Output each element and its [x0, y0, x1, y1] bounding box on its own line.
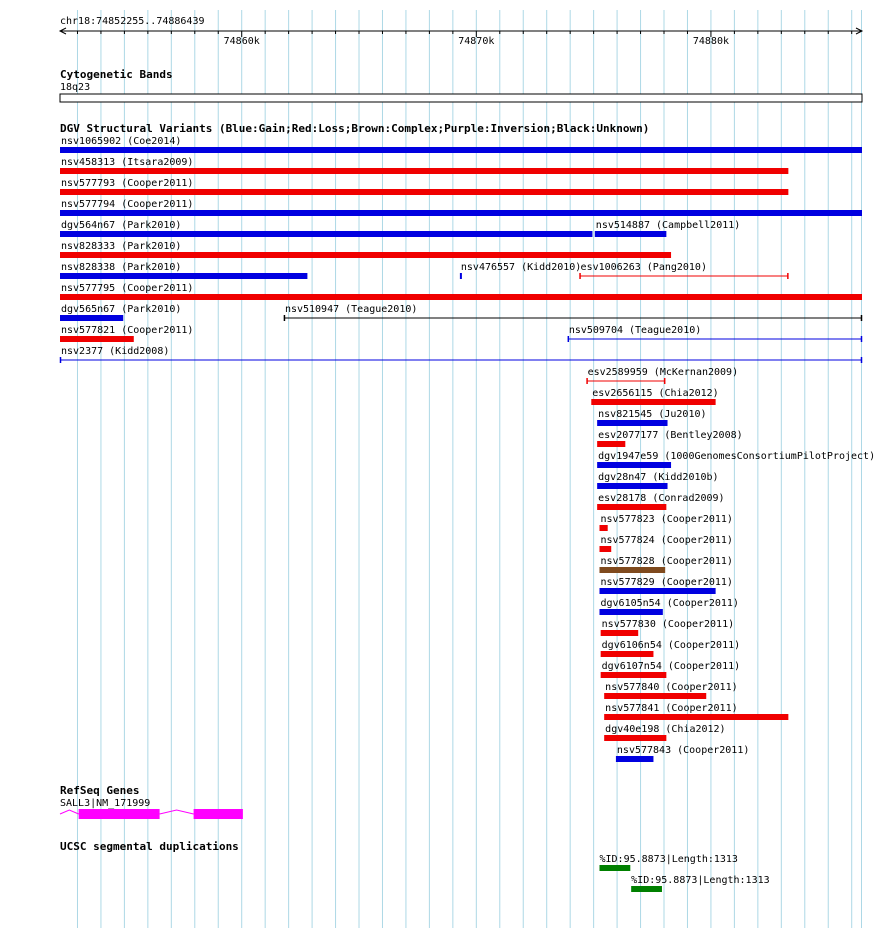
dgv-feature-bar[interactable] — [60, 294, 862, 300]
segdup-feature-label[interactable]: %ID:95.8873|Length:1313 — [631, 875, 770, 886]
dgv-feature[interactable] — [60, 346, 862, 363]
dgv-feature-bar[interactable] — [599, 546, 611, 552]
dgv-feature-label[interactable]: esv2589959 (McKernan2009) — [587, 367, 739, 378]
dgv-track-title[interactable]: DGV Structural Variants (Blue:Gain;Red:Loss;Brown:Complex;Purple:Inversion;Black:Unknown) — [60, 122, 650, 135]
dgv-feature[interactable] — [460, 262, 581, 279]
dgv-feature-label[interactable]: nsv577828 (Cooper2011) — [600, 556, 733, 567]
refseq-track — [60, 784, 243, 819]
dgv-feature-bar[interactable] — [60, 210, 862, 216]
dgv-feature-bar[interactable] — [604, 693, 706, 699]
dgv-feature[interactable] — [60, 325, 193, 342]
dgv-feature[interactable] — [599, 598, 738, 615]
dgv-feature-bar[interactable] — [601, 672, 667, 678]
dgv-feature[interactable] — [60, 283, 862, 300]
dgv-feature[interactable] — [60, 178, 788, 195]
segdup-feature[interactable] — [631, 875, 769, 892]
dgv-feature-label[interactable]: nsv577840 (Cooper2011) — [605, 682, 738, 693]
dgv-feature-label[interactable]: dgv6105n54 (Cooper2011) — [600, 598, 739, 609]
dgv-feature-label[interactable]: nsv514887 (Campbell2011) — [595, 220, 741, 231]
dgv-feature-bar[interactable] — [60, 147, 862, 153]
dgv-feature[interactable] — [599, 577, 732, 594]
dgv-feature[interactable] — [597, 493, 724, 510]
dgv-feature-label[interactable]: nsv577830 (Cooper2011) — [601, 619, 735, 630]
dgv-track — [60, 122, 875, 762]
dgv-feature-label[interactable]: nsv828338 (Park2010) — [61, 262, 182, 273]
dgv-feature-bar[interactable] — [591, 399, 715, 405]
dgv-feature-label[interactable]: esv2656115 (Chia2012) — [592, 388, 719, 399]
dgv-feature[interactable] — [587, 367, 739, 384]
dgv-feature[interactable] — [595, 220, 741, 237]
dgv-feature-bar[interactable] — [601, 630, 639, 636]
dgv-feature-label[interactable]: esv28178 (Conrad2009) — [598, 493, 725, 504]
dgv-feature[interactable] — [601, 661, 740, 678]
dgv-feature-bar[interactable] — [616, 756, 654, 762]
dgv-feature-bar[interactable] — [60, 168, 788, 174]
segdup-feature-label[interactable]: %ID:95.8873|Length:1313 — [599, 854, 738, 865]
dgv-feature[interactable] — [604, 703, 788, 720]
dgv-feature[interactable] — [616, 745, 749, 762]
dgv-feature[interactable] — [568, 325, 862, 342]
cytoband-track — [60, 68, 862, 102]
dgv-feature-label[interactable]: nsv577824 (Cooper2011) — [600, 535, 733, 546]
dgv-feature[interactable] — [597, 451, 875, 468]
dgv-feature-label[interactable]: nsv821545 (Ju2010) — [598, 409, 707, 420]
dgv-feature-label[interactable]: nsv510947 (Teague2010) — [284, 304, 418, 315]
dgv-feature-label[interactable]: nsv577795 (Cooper2011) — [61, 283, 194, 294]
dgv-feature[interactable] — [604, 724, 725, 741]
dgv-feature[interactable] — [599, 535, 732, 552]
dgv-feature-bar[interactable] — [599, 567, 665, 573]
dgv-feature-label[interactable]: dgv564n67 (Park2010) — [61, 220, 182, 231]
ruler-track — [60, 16, 862, 47]
dgv-feature-bar[interactable] — [597, 504, 666, 510]
dgv-feature[interactable] — [60, 304, 181, 321]
dgv-feature-bar[interactable] — [60, 315, 123, 321]
dgv-feature[interactable] — [60, 241, 671, 258]
dgv-features — [60, 136, 875, 762]
dgv-feature-bar[interactable] — [597, 420, 667, 426]
segdup-feature[interactable] — [599, 854, 737, 871]
dgv-feature[interactable] — [599, 556, 732, 573]
dgv-feature-label[interactable]: esv1006263 (Pang2010) — [580, 262, 707, 273]
refseq-exon[interactable] — [79, 809, 160, 819]
cytoband-label: 18q23 — [60, 82, 91, 93]
dgv-feature[interactable] — [60, 262, 307, 279]
dgv-feature-label[interactable]: nsv577829 (Cooper2011) — [600, 577, 733, 588]
dgv-feature-label[interactable]: dgv565n67 (Park2010) — [61, 304, 182, 315]
dgv-feature-bar[interactable] — [595, 231, 667, 237]
dgv-feature[interactable] — [60, 157, 788, 174]
dgv-feature[interactable] — [597, 409, 706, 426]
dgv-feature-bar[interactable] — [60, 273, 307, 279]
dgv-feature-bar[interactable] — [597, 462, 671, 468]
dgv-feature-bar[interactable] — [601, 651, 654, 657]
dgv-feature[interactable] — [597, 430, 743, 447]
dgv-feature-label[interactable]: dgv40e198 (Chia2012) — [605, 724, 726, 735]
dgv-feature-label[interactable]: nsv828333 (Park2010) — [61, 241, 182, 252]
dgv-feature-label[interactable]: nsv577821 (Cooper2011) — [61, 325, 194, 336]
segdup-features — [599, 854, 769, 892]
segdup-track-title[interactable]: UCSC segmental duplications — [60, 840, 239, 853]
dgv-feature-bar[interactable] — [460, 273, 462, 279]
refseq-track-title[interactable]: RefSeq Genes — [60, 784, 140, 797]
refseq-gene-glyph[interactable] — [60, 809, 243, 819]
ruler-tick-label: 74880k — [692, 36, 729, 47]
dgv-feature-label[interactable]: nsv577823 (Cooper2011) — [600, 514, 733, 525]
dgv-feature[interactable] — [601, 619, 734, 636]
dgv-feature-label[interactable]: nsv509704 (Teague2010) — [568, 325, 702, 336]
dgv-feature[interactable] — [604, 682, 737, 699]
dgv-feature-label[interactable]: esv2077177 (Bentley2008) — [598, 430, 743, 441]
ruler-ticks — [77, 31, 851, 47]
dgv-feature[interactable] — [60, 136, 862, 153]
dgv-feature-label[interactable]: dgv28n47 (Kidd2010b) — [598, 472, 719, 483]
dgv-feature[interactable] — [580, 262, 789, 279]
dgv-feature-label[interactable]: nsv577793 (Cooper2011) — [61, 178, 194, 189]
dgv-feature-bar[interactable] — [604, 735, 666, 741]
cytoband-track-title[interactable]: Cytogenetic Bands — [60, 68, 173, 81]
region-label: chr18:74852255..74886439 — [60, 16, 205, 27]
dgv-feature-label[interactable]: dgv1947e59 (1000GenomesConsortiumPilotProject) — [598, 451, 876, 462]
dgv-feature[interactable] — [601, 640, 740, 657]
cytoband-bar[interactable] — [60, 94, 862, 102]
dgv-feature-bar[interactable] — [60, 252, 671, 258]
segdup-feature-bar[interactable] — [631, 886, 662, 892]
dgv-feature-label[interactable]: nsv476557 (Kidd2010) — [460, 262, 582, 273]
dgv-feature-bar[interactable] — [597, 483, 667, 489]
dgv-feature-bar[interactable] — [60, 231, 592, 237]
dgv-feature-label[interactable]: nsv1065902 (Coe2014) — [61, 136, 182, 147]
segdup-feature-bar[interactable] — [599, 865, 630, 871]
ruler-tick-label: 74860k — [223, 36, 260, 47]
dgv-feature-bar[interactable] — [597, 441, 625, 447]
dgv-feature-label[interactable]: dgv6107n54 (Cooper2011) — [601, 661, 741, 672]
dgv-feature[interactable] — [60, 220, 592, 237]
dgv-feature-bar[interactable] — [60, 336, 134, 342]
dgv-feature-label[interactable]: nsv577841 (Cooper2011) — [605, 703, 738, 714]
dgv-feature-label[interactable]: dgv6106n54 (Cooper2011) — [601, 640, 741, 651]
dgv-feature-label[interactable]: nsv577794 (Cooper2011) — [61, 199, 194, 210]
refseq-exon[interactable] — [194, 809, 243, 819]
dgv-feature[interactable] — [591, 388, 718, 405]
dgv-feature-bar[interactable] — [599, 525, 607, 531]
dgv-feature[interactable] — [599, 514, 732, 531]
dgv-feature-label[interactable]: nsv577843 (Cooper2011) — [616, 745, 750, 756]
dgv-feature-bar[interactable] — [599, 588, 715, 594]
dgv-feature[interactable] — [60, 199, 862, 216]
dgv-feature-label[interactable]: nsv458313 (Itsara2009) — [61, 157, 194, 168]
dgv-feature-bar[interactable] — [599, 609, 662, 615]
dgv-feature[interactable] — [284, 304, 862, 321]
dgv-feature-label[interactable]: nsv2377 (Kidd2008) — [61, 346, 170, 357]
dgv-feature-bar[interactable] — [604, 714, 788, 720]
refseq-gene-label[interactable]: SALL3|NM_171999 — [60, 798, 151, 809]
segdup-track — [60, 840, 770, 892]
dgv-feature-bar[interactable] — [60, 189, 788, 195]
dgv-feature[interactable] — [597, 472, 718, 489]
ruler-tick-label: 74870k — [458, 36, 495, 47]
